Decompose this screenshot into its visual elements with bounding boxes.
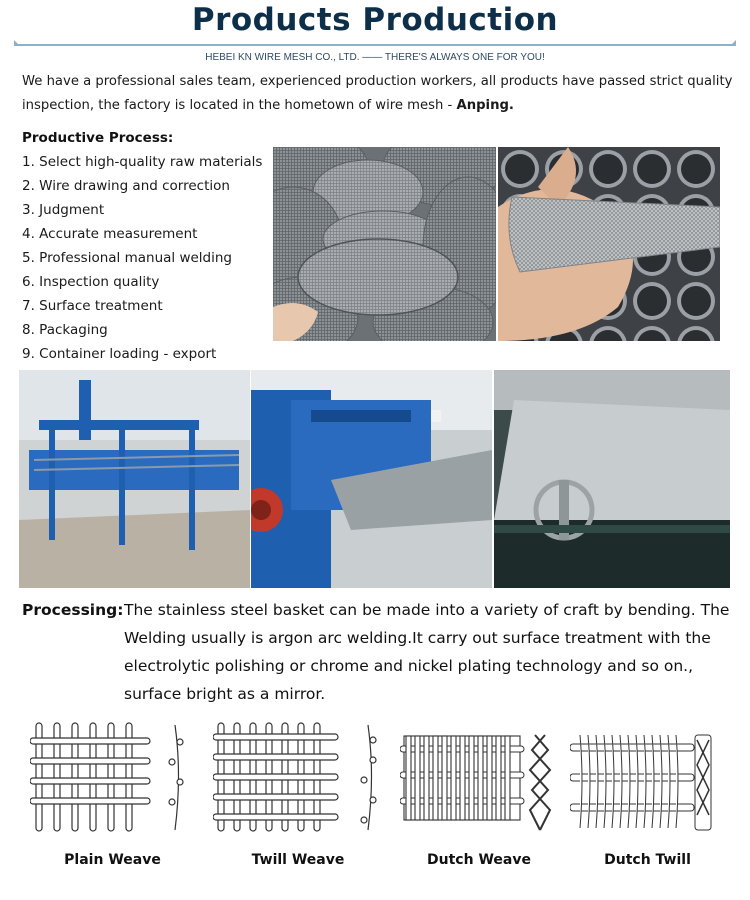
process-steps: [22, 150, 262, 366]
twill-weave-label: Twill Weave: [251, 852, 345, 868]
company-tagline: HEBEI KN WIRE MESH CO., LTD. —— THERE'S ALWAYS ONE FOR YOU!: [205, 52, 545, 63]
plain-weave-diagram: [30, 720, 195, 835]
intro-emphasis: Anping.: [456, 98, 514, 113]
processing-section: [22, 596, 734, 708]
dutch-weave-diagram: [400, 720, 555, 835]
dutch-twill-diagram: [570, 720, 720, 835]
page-title: Products Production: [191, 2, 559, 38]
process-title: Productive Process:: [22, 130, 174, 146]
intro-paragraph: [22, 70, 734, 118]
process-step: 8. Packaging: [22, 322, 108, 338]
intro-text: We have a professional sales team, experienced production workers, all products have passed strict quality inspection, the factory is located in the hometown of wire mesh -: [22, 74, 733, 113]
welding-machine-photo: [19, 370, 250, 588]
dutch-twill-label: Dutch Twill: [604, 852, 691, 868]
process-step: 5. Professional manual welding: [22, 250, 232, 266]
process-step: 1. Select high-quality raw materials: [22, 154, 263, 170]
process-step: 9. Container loading - export: [22, 346, 217, 362]
process-step: 4. Accurate measurement: [22, 226, 198, 242]
process-step: 6. Inspection quality: [22, 274, 160, 290]
title-underline: [14, 40, 736, 46]
twill-weave-diagram: [213, 720, 388, 835]
process-step: 2. Wire drawing and correction: [22, 178, 230, 194]
mesh-discs-photo: [273, 147, 496, 341]
plain-weave-label: Plain Weave: [64, 852, 161, 868]
processing-text: The stainless steel basket can be made into a variety of craft by bending. The Welding usually is argon arc welding.It carry out surface treatment with the electrolytic polishing or chrome and nickel plating technology and so on., surface bright as a mirror.: [124, 601, 730, 703]
weaving-machine-photo: [251, 370, 492, 588]
mesh-tube-photo: [498, 147, 720, 341]
loom-photo: [494, 370, 730, 588]
processing-label: Processing:: [22, 601, 124, 619]
process-step: 3. Judgment: [22, 202, 105, 218]
dutch-weave-label: Dutch Weave: [427, 852, 531, 868]
process-step: 7. Surface treatment: [22, 298, 163, 314]
